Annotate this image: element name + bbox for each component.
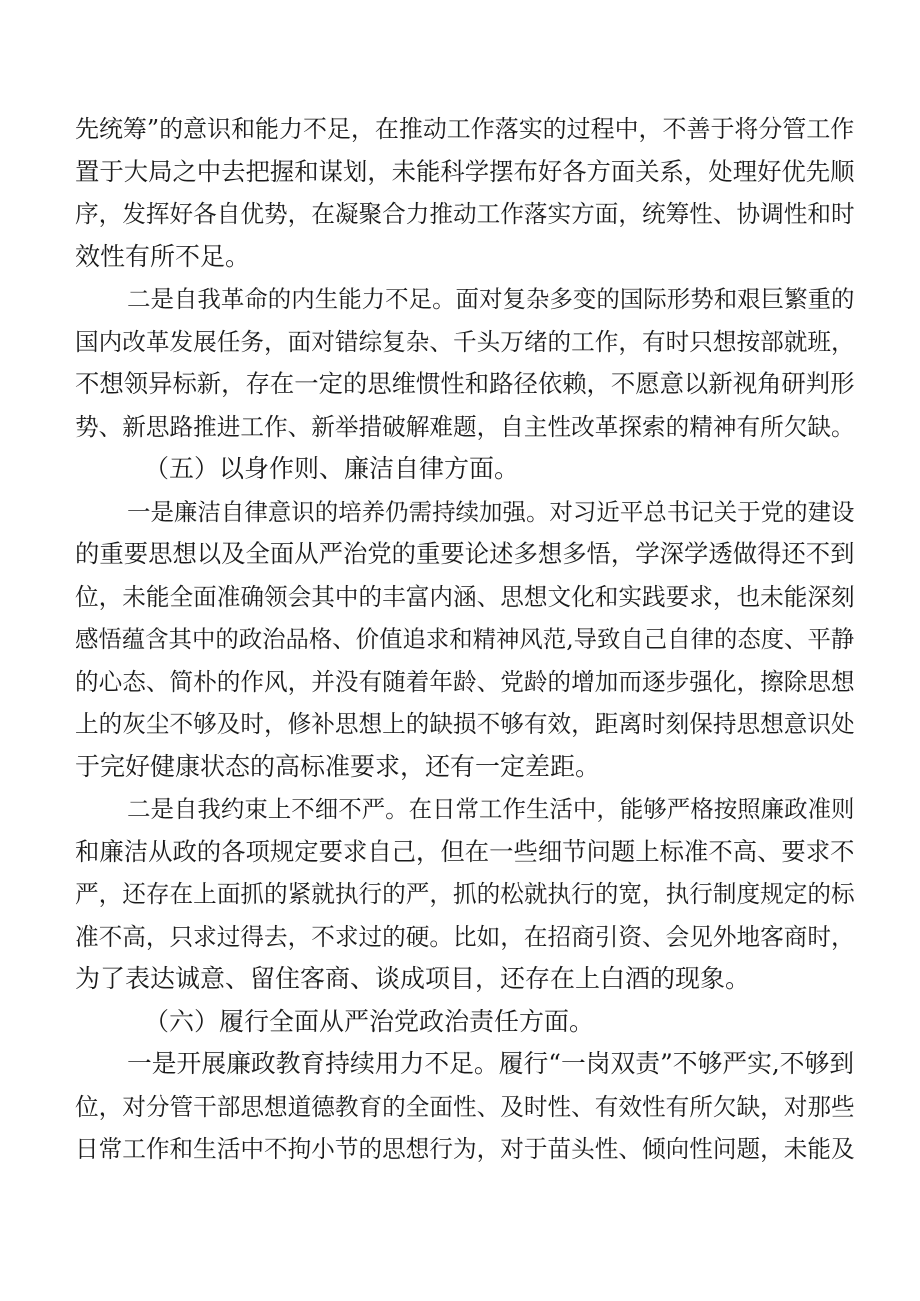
text-line: 势、新思路推进工作、新举措破解难题，自主性改革探索的精神有所欠缺。 xyxy=(75,412,855,441)
text-line: （五）以身作则、廉洁自律方面。 xyxy=(144,454,520,483)
text-line: 一是开展廉政教育持续用力不足。履行“一岗双责”不够严实,不够到 xyxy=(127,1049,855,1078)
text-line: 的心态、简朴的作风，并没有随着年龄、党龄的增加而逐步强化，擦除思想 xyxy=(75,667,855,696)
text-line: 位，未能全面准确领会其中的丰富内涵、思想文化和实践要求，也未能深刻 xyxy=(75,582,855,611)
text-line: 为了表达诚意、留住客商、谈成项目，还存在上白酒的现象。 xyxy=(75,964,751,993)
text-line: 置于大局之中去把握和谋划，未能科学摆布好各方面关系，处理好优先顺 xyxy=(75,156,855,186)
text-line: 上的灰尘不够及时，修补思想上的缺损不够有效，距离时刻保持思想意识处 xyxy=(75,710,855,738)
text-line: 效性有所不足。 xyxy=(75,241,251,271)
text-line: 感悟蕴含其中的政治品格、价值追求和精神风范,导致自己自律的态度、平静 xyxy=(75,625,855,653)
text-line: 先统筹”的意识和能力不足，在推动工作落实的过程中，不善于将分管工作 xyxy=(75,115,855,143)
text-line: 严，还存在上面抓的紧就执行的严，抓的松就执行的宽，执行制度规定的标 xyxy=(75,880,855,908)
text-line: 和廉洁从政的各项规定要求自己，但在一些细节问题上标准不高、要求不 xyxy=(75,836,855,866)
text-line: 准不高，只求过得去，不求过的硬。比如，在招商引资、会见外地客商时， xyxy=(75,922,855,951)
text-line: 序，发挥好各自优势，在凝聚合力推动工作落实方面，统筹性、协调性和时 xyxy=(75,200,855,228)
text-line: （六）履行全面从严治党政治责任方面。 xyxy=(144,1006,595,1036)
text-line: 位，对分管干部思想道德教育的全面性、及时性、有效性有所欠缺，对那些 xyxy=(75,1092,855,1121)
text-line: 二是自我革命的内生能力不足。面对复杂多变的国际形势和艰巨繁重的 xyxy=(127,285,855,313)
text-line: 不想领异标新，存在一定的思维惯性和路径依赖，不愿意以新视角研判形 xyxy=(75,369,855,398)
text-line: 日常工作和生活中不拘小节的思想行为，对于苗头性、倾向性问题，未能及 xyxy=(75,1135,855,1163)
text-line: 二是自我约束上不细不严。在日常工作生活中，能够严格按照廉政准则 xyxy=(127,795,855,823)
text-line: 国内改革发展任务，面对错综复杂、千头万绪的工作，有时只想按部就班， xyxy=(75,327,855,356)
text-line: 的重要思想以及全面从严治党的重要论述多想多悟，学深学透做得还不到 xyxy=(75,539,855,568)
text-line: 于完好健康状态的高标准要求，还有一定差距。 xyxy=(75,751,601,781)
text-line: 一是廉洁自律意识的培养仍需持续加强。对习近平总书记关于党的建设 xyxy=(127,497,855,526)
document-page xyxy=(75,108,855,1171)
